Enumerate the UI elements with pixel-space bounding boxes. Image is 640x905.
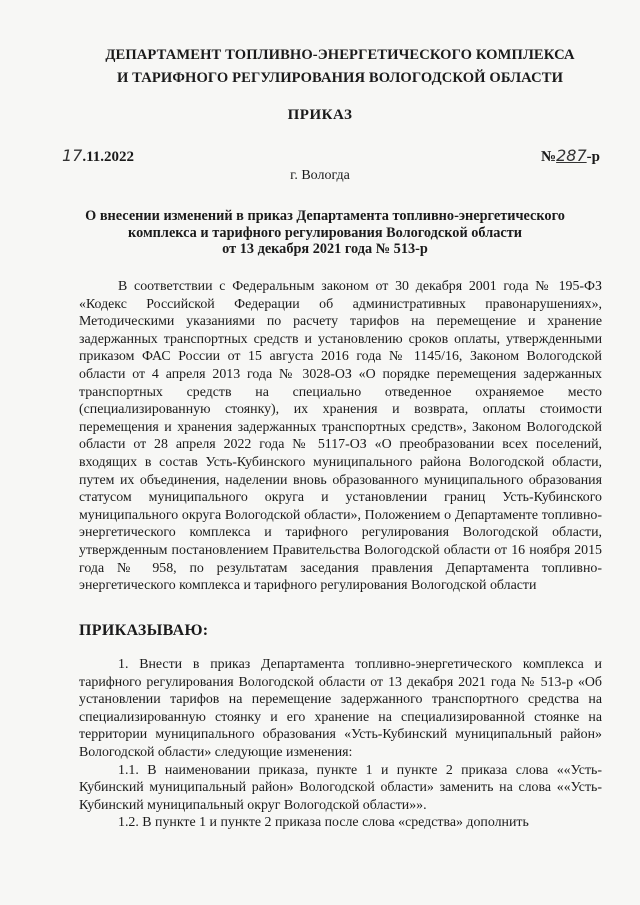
document-subject xyxy=(70,208,580,258)
number-suffix: -р xyxy=(586,149,600,165)
issuer-header-line-1: ДЕПАРТАМЕНТ ТОПЛИВНО-ЭНЕРГЕТИЧЕСКОГО КОМПЛЕКСА xyxy=(105,47,575,63)
date-month-year: .11.2022 xyxy=(82,149,135,165)
number-prefix: № xyxy=(541,149,557,165)
order-item-1-2: 1.2. В пункте 1 и пункте 2 приказа после слова «средства» дополнить xyxy=(118,815,529,831)
order-directive: ПРИКАЗЫВАЮ: xyxy=(79,622,209,639)
preamble xyxy=(79,278,602,595)
order-item-1-1: 1.1. В наименовании приказа, пункте 1 и пункте 2 приказа слова ««Усть-Кубинский муниципальный район» Вологодской области» заменить на слова ««Усть-Кубинский муниципальный округ Вологодской области»». xyxy=(79,762,602,813)
subject-line-2: комплекса и тарифного регулирования Вологодской области xyxy=(128,224,522,241)
issuer-header xyxy=(60,44,620,90)
document-date xyxy=(62,146,134,166)
subject-line-1: О внесении изменений в приказ Департамента топливно-энергетического xyxy=(85,208,565,224)
handwritten-day: 17 xyxy=(62,146,83,165)
order-items xyxy=(79,656,602,832)
subject-line-3: от 13 декабря 2021 года № 513-р xyxy=(222,241,428,257)
document-type-title: ПРИКАЗ xyxy=(287,107,353,123)
document-city: г. Вологда xyxy=(290,168,350,183)
order-item-1: 1. Внести в приказ Департамента топливно-энергетического комплекса и тарифного регулирования Вологодской области от 13 декабря 2021 года № 513-р «Об установлении тарифов на перемещение задержанного транспортного средства на специализированную стоянку и его хранение на специализированной стоянке на территории муниципального образования «Усть-Кубинский муниципальный район» Вологодской области» следующие изменения: xyxy=(79,657,602,760)
issuer-header-line-2: И ТАРИФНОГО РЕГУЛИРОВАНИЯ ВОЛОГОДСКОЙ ОБЛАСТИ xyxy=(116,70,564,86)
preamble-paragraph: В соответствии с Федеральным законом от 30 декабря 2001 года № 195-ФЗ «Кодекс Российской Федерации об административных правонарушениях», Методическими указаниями по расчету тарифов на перемещение и хранение задержанных транспортных средств и установлению сроков оплаты, утвержденными приказом ФАС России от 15 августа 2016 года № 1145/16, Законом Вологодской области от 4 апреля 2013 года № 3028-ОЗ «О порядке перемещения задержанных транспортных средств на специально отведенное охраняемое место (специализированную стоянку), их хранения и возврата, оплаты стоимости перемещения и хранения задержанных транспортных средств», Законом Вологодской области от 28 апреля 2022 года № 5117-ОЗ «О преобразовании всех поселений, входящих в состав Усть-Кубинского муниципального района Вологодской области, путем их объединения, наделении вновь образованного муниципального образования статусом муниципального округа и установлении границ Усть-Кубинского муниципального округа Вологодской области», Положением о Департаменте топливно-энергетического комплекса и тарифного регулирования Вологодской области, утвержденным постановлением Правительства Вологодской области от 16 ноября 2015 года № 958, по результатам заседания правления Департамента топливно-энергетического комплекса и тарифного регулирования Вологодской области xyxy=(79,279,602,594)
document-number xyxy=(541,146,600,166)
handwritten-number: 287 xyxy=(556,146,587,165)
